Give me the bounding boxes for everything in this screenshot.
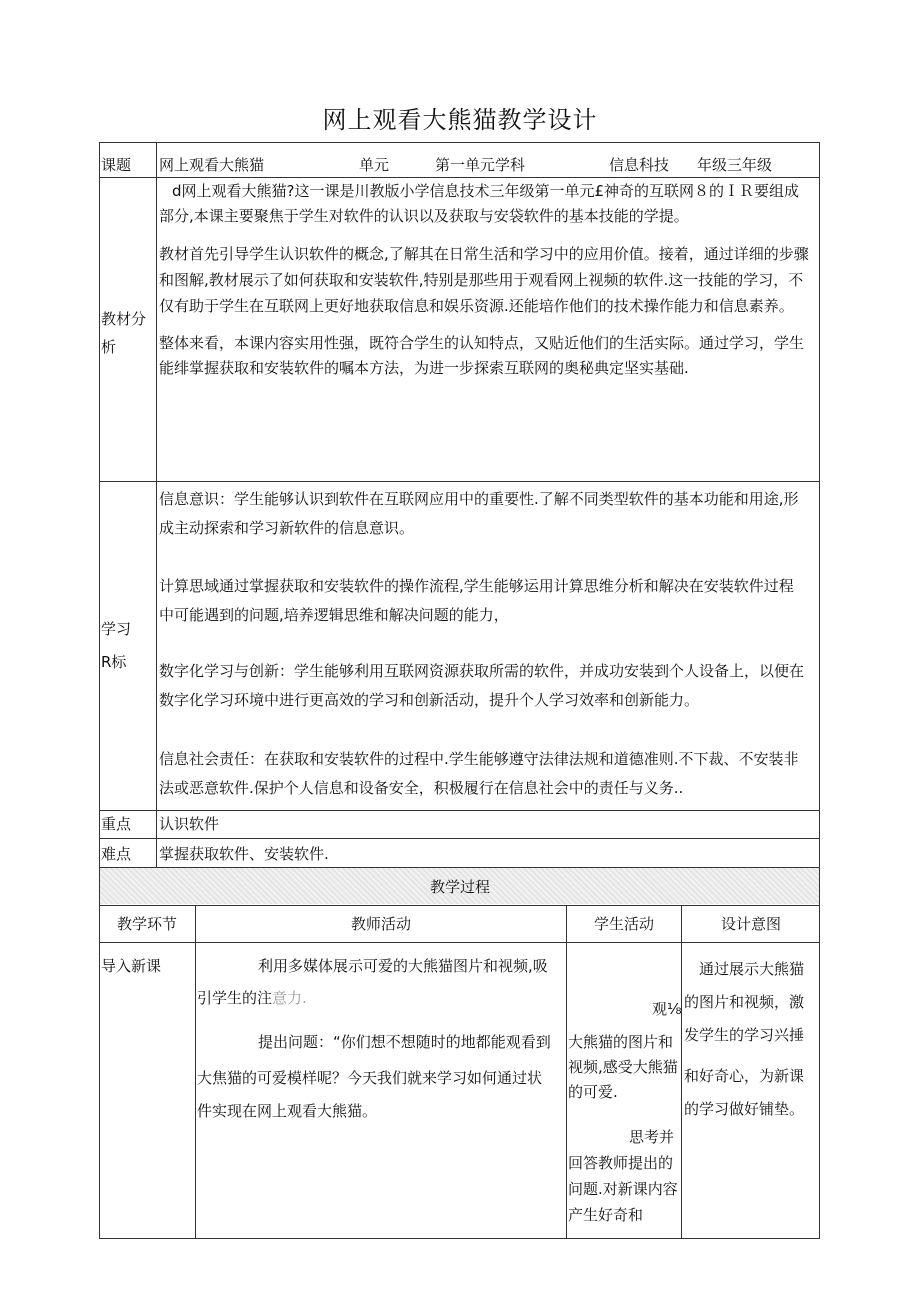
text-line: 视频,感受大熊猫 xyxy=(568,1058,678,1076)
text-line: 教材首先引导学生认识软件的概念,了解其在日常生活和学习中的应用价值。接着，通过详细的步骤 xyxy=(159,245,809,263)
text-line: 观⅛ xyxy=(652,1000,682,1018)
row-divider xyxy=(99,481,820,482)
row-divider xyxy=(99,177,820,178)
key-point-value: 认识软件 xyxy=(159,815,220,833)
column-divider xyxy=(681,905,682,1239)
text-line: 大焦猫的可爱模样呢？今天我们就来学习如何通过状 xyxy=(197,1069,543,1087)
process-title: 教学过程 xyxy=(429,878,490,896)
text-line: 件实现在网上观看大熊猫。 xyxy=(197,1102,378,1120)
text-line: d网上观看大熊猫?这一课是川教版小学信息技术三年级第一单元£神奇的互联网８的ＩＲ要组成 xyxy=(172,182,800,200)
page-title: 网上观看大熊猫教学设计 xyxy=(322,106,598,134)
stage-name: 导入新课 xyxy=(101,957,162,975)
text-line: 思考并 xyxy=(629,1128,675,1146)
text-line: 能绯掌握获取和安装软件的嘱本方法，为进一步探索互联网的奥秘典定坚实基础. xyxy=(159,359,689,377)
text-span: 引学生的注 xyxy=(197,989,273,1007)
text-line: 计算思域通过掌握获取和安装软件的操作流程,学生能够运用计算思维分析和解决在安装软件过程 xyxy=(159,577,794,595)
text-line: 仅有助于学生在互联网上更好地获取信息和娱乐资源.还能培作他们的技术操作能力和信息素养。 xyxy=(159,297,794,315)
text-line: 法或恶意软件.保护个人信息和设备安全，积极履行在信息社会中的责任与义务.. xyxy=(159,779,684,797)
text-line: 数字化学习与创新：学生能够利用互联网资源获取所需的软件，并成功安装到个人设备上，以便在 xyxy=(159,662,805,680)
text-line: 部分,本课主要聚焦于学生对软件的认识以及获取与安袋软件的基本技能的学提。 xyxy=(159,207,689,225)
unit-value: 第一单元学科 xyxy=(435,156,526,174)
text-line: 的可爱. xyxy=(568,1083,618,1101)
text-line: 提出问题：“你们想不想随时的地都能观看到 xyxy=(258,1033,551,1051)
text-line: 通过展示大熊猫 xyxy=(699,960,805,978)
header-student: 学生活动 xyxy=(593,915,654,933)
grade-value: 年级三年级 xyxy=(697,156,773,174)
column-divider xyxy=(156,142,157,867)
text-line: 整体来看，本课内容实用性强，既符合学生的认知特点，又贴近他们的生活实际。通过学习，学生 xyxy=(159,334,805,352)
text-line: 数字化学习环境中进行更高效的学习和创新活动，提升个人学习效率和创新能力。 xyxy=(159,691,700,709)
header-stage: 教学环节 xyxy=(116,915,177,933)
key-point-label: 重点 xyxy=(101,815,132,833)
text-line: 的图片和视频，激 xyxy=(684,993,805,1011)
text-line: 信息社会责任：在获取和安装软件的过程中.学生能够遵守法律法规和道德准则.不下裁、不安装非 xyxy=(159,750,799,768)
header-teacher: 教师活动 xyxy=(350,915,411,933)
column-divider xyxy=(566,905,567,1239)
text-line: 和图解,教材展示了如何获取和安装软件,特别是那些用于观看网上视频的软件.这一技能的学习，不 xyxy=(159,271,804,289)
objectives-label-cont: R标 xyxy=(101,653,127,671)
text-line: 成主动探索和学习新软件的信息意识。 xyxy=(159,519,415,537)
difficulty-value: 掌握获取软件、安装软件. xyxy=(159,845,329,863)
text-line xyxy=(197,987,307,1009)
text-span-faded: 意力. xyxy=(272,989,307,1007)
row-divider xyxy=(99,810,820,811)
text-line: 利用多媒体展示可爱的大熊猫图片和视频,吸 xyxy=(258,957,548,975)
column-divider xyxy=(195,905,196,1239)
header-intent: 设计意图 xyxy=(720,915,781,933)
objectives-label: 学习 xyxy=(101,620,132,638)
course-value: 网上观看大熊猫 xyxy=(159,156,265,174)
text-line: 大熊猫的图片和 xyxy=(568,1033,674,1051)
text-line: 的学习做好铺垫。 xyxy=(684,1100,805,1118)
text-line: 中可能遇到的问题,培养逻辑思维和解决问题的能力， xyxy=(159,606,509,624)
course-label: 课题 xyxy=(101,156,132,174)
row-divider xyxy=(99,838,820,839)
text-line: 发学生的学习兴捶 xyxy=(684,1026,805,1044)
unit-label: 单元 xyxy=(359,156,390,174)
row-divider xyxy=(99,942,820,943)
text-line: 回答教师提出的 xyxy=(568,1154,674,1172)
text-line: 问题.对新课内容 xyxy=(568,1180,678,1198)
materials-label: 教材分 xyxy=(101,310,147,328)
text-line: 产生好奇和 xyxy=(568,1206,644,1224)
subject-value: 信息科技 xyxy=(609,156,670,174)
difficulty-label: 难点 xyxy=(101,845,132,863)
materials-label-cont: 析 xyxy=(101,338,117,356)
row-divider xyxy=(99,905,820,906)
text-line: 和好奇心，为新课 xyxy=(684,1067,805,1085)
text-line: 信息意识：学生能够认识到软件在互联网应用中的重要性.了解不同类型软件的基本功能和用途,形 xyxy=(159,490,799,508)
